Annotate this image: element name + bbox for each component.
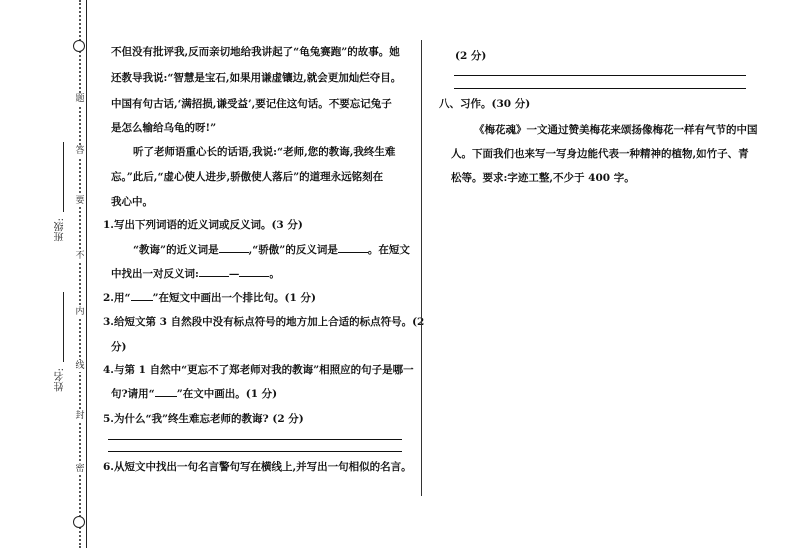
q2-text: ”在短文中画出一个排比句。(1 分) <box>152 292 316 304</box>
q6-answer-line[interactable] <box>454 88 746 89</box>
margin-border-line <box>86 0 87 548</box>
passage-line: 忘。”此后,“虚心使人进步,骄傲使人落后”的道理永远铭刻在 <box>111 171 384 183</box>
score-note: (2 分) <box>455 50 487 62</box>
q1-text: 。在短文 <box>367 244 410 256</box>
question-5-prompt: 5.为什么“我”终生难忘老师的教诲? (2 分) <box>103 413 304 425</box>
question-4-line-2 <box>111 386 277 401</box>
question-6-prompt: 6.从短文中找出一句名言警句写在横线上,并写出一句相似的名言。 <box>103 461 412 473</box>
answer-blank[interactable] <box>199 266 229 277</box>
q4-text: ”在文中画出。(1 分) <box>176 388 278 400</box>
q1-text: 中找出一对反义词: <box>111 268 199 280</box>
passage-line: 听了老师语重心长的话语,我说:“老师,您的教诲,我终生难 <box>133 146 396 158</box>
seal-char: 不 <box>75 251 85 261</box>
question-1-line-2 <box>111 266 280 281</box>
question-1-line-1 <box>133 242 410 257</box>
column-divider <box>421 40 422 496</box>
name-label: 姓名: <box>55 368 66 392</box>
binding-hole <box>73 40 85 52</box>
name-blank-line <box>63 292 64 362</box>
q1-text: — <box>228 268 240 280</box>
essay-prompt-line: 松等。要求:字迹工整,不少于 400 字。 <box>451 172 635 184</box>
class-label: 班级: <box>55 218 66 242</box>
seal-char: 密 <box>75 464 85 474</box>
wavy-line-symbol <box>131 290 153 301</box>
q6-answer-line[interactable] <box>454 75 746 76</box>
q4-text: 句?请用“ <box>111 388 155 400</box>
q2-text: 2.用“ <box>103 292 131 304</box>
question-4-line-1: 4.与第 1 自然中“更忘不了郑老师对我的教诲”相照应的句子是哪一 <box>103 364 414 376</box>
passage-line: 是怎么输给乌龟的呀!” <box>111 122 217 134</box>
seal-char: 线 <box>75 361 85 371</box>
q5-answer-line[interactable] <box>108 439 402 440</box>
seal-char: 题 <box>75 94 85 104</box>
binding-hole <box>73 516 85 528</box>
essay-prompt-line: 人。下面我们也来写一写身边能代表一种精神的植物,如竹子、青 <box>451 148 749 160</box>
q1-text: ,“骄傲”的反义词是 <box>248 244 338 256</box>
straight-line-symbol <box>155 386 177 397</box>
answer-blank[interactable] <box>338 242 368 253</box>
passage-line: 我心中。 <box>111 196 153 208</box>
passage-line: 还教导我说:“智慧是宝石,如果用谦虚镶边,就会更加灿烂夺目。 <box>111 72 402 84</box>
question-3-line-2: 分) <box>111 341 127 353</box>
seal-char: 封 <box>75 411 85 421</box>
passage-line: 中国有句古话,‘满招损,谦受益’,要记住这句话。不要忘记兔子 <box>111 98 392 110</box>
class-blank-line <box>63 142 64 212</box>
question-2 <box>103 290 316 305</box>
seal-char: 要 <box>75 196 85 206</box>
q5-answer-line[interactable] <box>108 451 402 452</box>
section-8-title: 八、习作。(30 分) <box>439 98 531 110</box>
q1-text: 。 <box>269 268 280 280</box>
passage-line: 不但没有批评我,反而亲切地给我讲起了“龟兔赛跑”的故事。她 <box>111 46 400 58</box>
answer-blank[interactable] <box>239 266 269 277</box>
answer-blank[interactable] <box>219 242 249 253</box>
seal-char: 答 <box>75 146 85 156</box>
question-1-prompt: 1.写出下列词语的近义词或反义词。(3 分) <box>103 219 303 231</box>
question-3-line-1: 3.给短文第 3 自然段中没有标点符号的地方加上合适的标点符号。(2 <box>103 316 425 328</box>
seal-char: 内 <box>75 307 85 317</box>
q1-text: “教诲”的近义词是 <box>133 244 219 256</box>
essay-prompt-line: 《梅花魂》一文通过赞美梅花来颂扬像梅花一样有气节的中国 <box>474 124 758 136</box>
